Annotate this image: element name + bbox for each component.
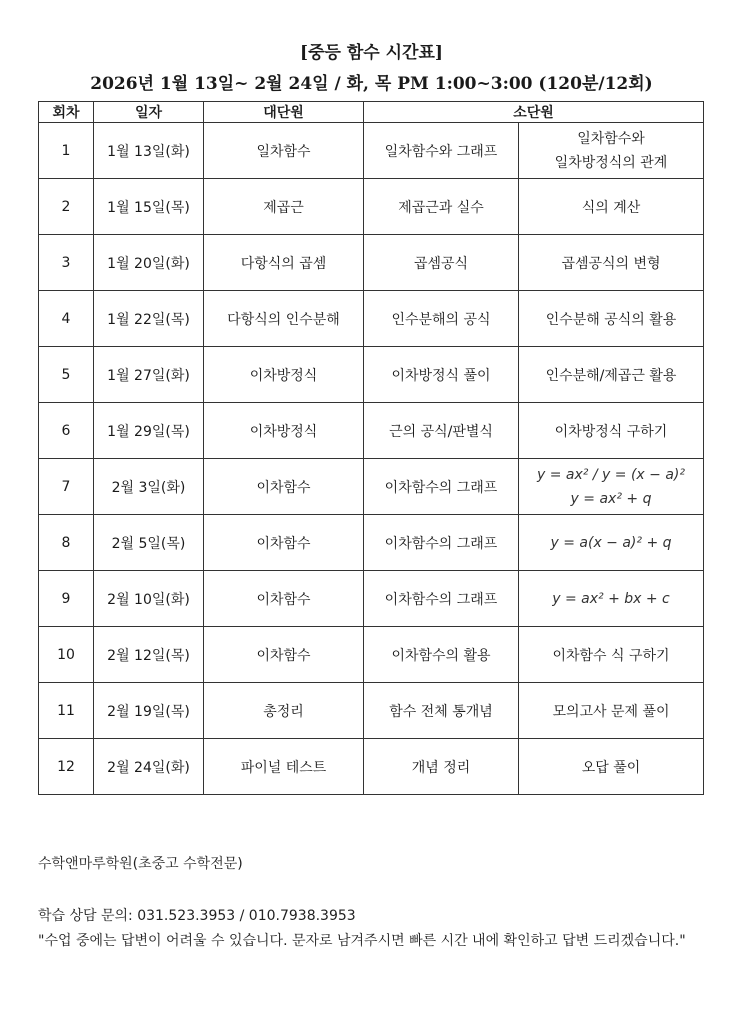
minor-unit-detail: 이차방정식 구하기: [519, 403, 704, 459]
table-row: [39, 403, 704, 459]
minor-unit-detail: 곱셈공식의 변형: [519, 235, 704, 291]
session-date: 1월 20일(화): [94, 235, 204, 291]
session-date: 1월 29일(목): [94, 403, 204, 459]
minor-unit: 곱셈공식: [364, 235, 519, 291]
session-date: 1월 15일(목): [94, 179, 204, 235]
table-row: [39, 123, 704, 179]
table-row: [39, 627, 704, 683]
header-major-unit: 대단원: [204, 102, 364, 123]
session-number: 1: [39, 123, 94, 179]
major-unit: 이차함수: [204, 627, 364, 683]
major-unit: 제곱근: [204, 179, 364, 235]
session-number: 3: [39, 235, 94, 291]
major-unit: 파이널 테스트: [204, 739, 364, 795]
major-unit: 이차방정식: [204, 347, 364, 403]
table-row: [39, 515, 704, 571]
minor-unit: 함수 전체 통개념: [364, 683, 519, 739]
session-number: 9: [39, 571, 94, 627]
session-number: 8: [39, 515, 94, 571]
minor-unit: 일차함수와 그래프: [364, 123, 519, 179]
session-number: 10: [39, 627, 94, 683]
page-title: [중등 함수 시간표]: [300, 43, 443, 63]
session-date: 2월 24일(화): [94, 739, 204, 795]
minor-unit-detail: 오답 풀이: [519, 739, 704, 795]
minor-unit: 인수분해의 공식: [364, 291, 519, 347]
session-date: 1월 22일(목): [94, 291, 204, 347]
minor-unit: 근의 공식/판별식: [364, 403, 519, 459]
major-unit: 이차함수: [204, 571, 364, 627]
formula-line: y = ax² + q: [570, 490, 652, 507]
major-unit: 이차함수: [204, 459, 364, 515]
academy-name: 수학앤마루학원(초중고 수학전문): [38, 856, 243, 872]
contact-info: 학습 상담 문의: 031.523.3953 / 010.7938.3953: [38, 908, 356, 924]
table-row: [39, 571, 704, 627]
minor-unit-detail: 모의고사 문제 풀이: [519, 683, 704, 739]
minor-unit-formula: y = ax² + bx + c: [519, 571, 704, 627]
minor-unit-detail: 식의 계산: [519, 179, 704, 235]
minor-unit: 제곱근과 실수: [364, 179, 519, 235]
session-number: 7: [39, 459, 94, 515]
table-row: [39, 235, 704, 291]
major-unit: 다항식의 인수분해: [204, 291, 364, 347]
session-number: 12: [39, 739, 94, 795]
minor-unit-detail: 이차함수 식 구하기: [519, 627, 704, 683]
session-number: 6: [39, 403, 94, 459]
table-row: [39, 179, 704, 235]
schedule-subtitle: 2026년 1월 13일~ 2월 24일 / 화, 목 PM 1:00~3:00 (120분/12회): [90, 74, 653, 94]
minor-unit: 이차방정식 풀이: [364, 347, 519, 403]
formula-line: y = ax² / y = (x − a)²: [537, 466, 685, 483]
session-date: 1월 27일(화): [94, 347, 204, 403]
minor-unit: 개념 정리: [364, 739, 519, 795]
major-unit: 이차방정식: [204, 403, 364, 459]
table-row: [39, 347, 704, 403]
table-row: [39, 683, 704, 739]
session-date: 2월 10일(화): [94, 571, 204, 627]
minor-unit: 이차함수의 그래프: [364, 571, 519, 627]
minor-unit-detail: [519, 123, 704, 179]
minor-unit-detail-line: 일차방정식의 관계: [554, 154, 668, 171]
session-number: 5: [39, 347, 94, 403]
header-date: 일자: [94, 102, 204, 123]
major-unit: 다항식의 곱셈: [204, 235, 364, 291]
major-unit: 일차함수: [204, 123, 364, 179]
session-number: 4: [39, 291, 94, 347]
session-number: 2: [39, 179, 94, 235]
minor-unit: 이차함수의 활용: [364, 627, 519, 683]
minor-unit-formula: [519, 459, 704, 515]
major-unit: 이차함수: [204, 515, 364, 571]
minor-unit: 이차함수의 그래프: [364, 515, 519, 571]
table-row: [39, 291, 704, 347]
table-row: [39, 739, 704, 795]
session-number: 11: [39, 683, 94, 739]
minor-unit-detail-line: 일차함수와: [577, 130, 645, 147]
session-date: 1월 13일(화): [94, 123, 204, 179]
session-date: 2월 5일(목): [94, 515, 204, 571]
session-date: 2월 3일(화): [94, 459, 204, 515]
header-session: 회차: [39, 102, 94, 123]
schedule-table: [38, 101, 704, 795]
header-minor-unit: 소단원: [364, 102, 704, 123]
contact-note: "수업 중에는 답변이 어려울 수 있습니다. 문자로 남겨주시면 빠른 시간 내에 확인하고 답변 드리겠습니다.": [38, 933, 686, 949]
session-date: 2월 12일(목): [94, 627, 204, 683]
minor-unit-formula: y = a(x − a)² + q: [519, 515, 704, 571]
table-row: [39, 459, 704, 515]
minor-unit-detail: 인수분해/제곱근 활용: [519, 347, 704, 403]
minor-unit: 이차함수의 그래프: [364, 459, 519, 515]
table-header-row: [39, 102, 704, 123]
major-unit: 총정리: [204, 683, 364, 739]
session-date: 2월 19일(목): [94, 683, 204, 739]
minor-unit-detail: 인수분해 공식의 활용: [519, 291, 704, 347]
